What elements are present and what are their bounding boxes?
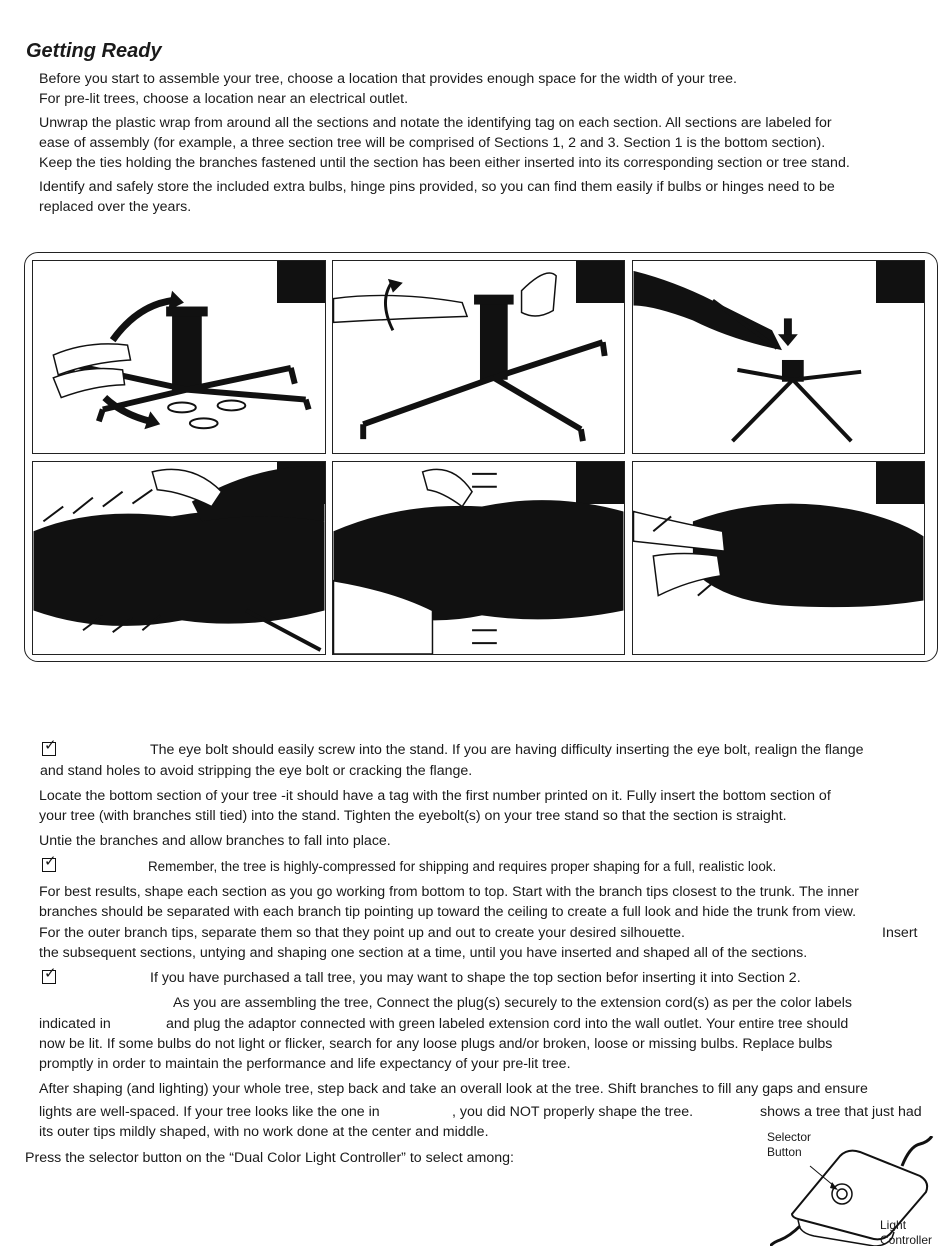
shape-line-4: the subsequent sections, untying and shaping one section at a time, until you have inserted and shaped all of the sections.: [39, 945, 808, 961]
checkbox-icon: ✓: [44, 853, 57, 870]
light-controller-icon: [770, 1136, 945, 1246]
connect-line-1: As you are assembling the tree, Connect the plug(s) securely to the extension cord(s) as per the color labels: [173, 995, 852, 1011]
after-line-2c: shows a tree that just had: [760, 1104, 922, 1120]
selector-label-1: Selector: [767, 1130, 812, 1144]
intro-line-7: replaced over the years.: [39, 199, 192, 215]
tip-eyebolt-line-1: The eye bolt should easily screw into the stand. If you are having difficulty inserting the eye bolt, realign the flange: [150, 742, 864, 758]
intro-line-5: Keep the ties holding the branches fastened until the section has been either inserted into its corresponding section or tree stand.: [39, 155, 850, 171]
selector-label-2: Button: [767, 1145, 802, 1159]
intro-line-2: For pre-lit trees, choose a location near an electrical outlet.: [39, 91, 409, 107]
tip-tall-tree-line: If you have purchased a tall tree, you may want to shape the top section befor inserting it into Section 2.: [150, 970, 801, 986]
insert-section-illustration: [633, 261, 924, 453]
after-line-2a: lights are well-spaced. If your tree looks like the one in: [39, 1104, 380, 1120]
after-line-1: After shaping (and lighting) your whole tree, step back and take an overall look at the tree. Shift branches to fill any gaps and ensure: [39, 1081, 868, 1097]
shape-section-illustration: [633, 462, 924, 654]
illustration-panel-4: [32, 461, 326, 655]
page-heading: Getting Ready: [26, 40, 162, 62]
intro-line-1: Before you start to assemble your tree, choose a location that provides enough space for the width of your tree.: [39, 71, 737, 87]
after-line-2b: , you did NOT properly shape the tree.: [452, 1104, 694, 1120]
tip-eyebolt-line-2: and stand holes to avoid stripping the eye bolt or cracking the flange.: [40, 763, 473, 779]
connect-line-2a: indicated in: [39, 1016, 111, 1032]
shape-branches-illustration: [33, 462, 325, 654]
illustration-panel-6: [632, 461, 925, 655]
illustration-panel-1: [32, 260, 326, 454]
intro-line-6: Identify and safely store the included extra bulbs, hinge pins provided, so you can find them easily if bulbs or hinges need to be: [39, 179, 835, 195]
illustration-panel-2: [332, 260, 625, 454]
intro-line-4: ease of assembly (for example, a three section tree will be comprised of Sections 1, 2 and 3. Section 1 is the bottom section).: [39, 135, 826, 151]
checkbox-icon: ✓: [44, 737, 57, 754]
stand-unfold-illustration: [33, 261, 325, 453]
locate-line-2: your tree (with branches still tied) into the stand. Tighten the eyebolt(s) on your tree stand so that the section is straight.: [39, 808, 787, 824]
tip-compressed-line: Remember, the tree is highly-compressed for shipping and requires proper shaping for a full, realistic look.: [148, 859, 777, 874]
connect-line-2b: and plug the adaptor connected with green labeled extension cord into the wall outlet. Your entire tree should: [166, 1016, 849, 1032]
connect-line-3: now be lit. If some bulbs do not light or flicker, search for any loose plugs and/or broken, loose or missing bulbs. Replace bulbs: [39, 1036, 833, 1052]
shape-line-3: For the outer branch tips, separate them so that they point up and out to create your desired silhouette.: [39, 925, 685, 941]
illustration-panel-5: [332, 461, 625, 655]
shape-line-2: branches should be separated with each branch tip pointing up toward the ceiling to create a full look and hide the trunk from view.: [39, 904, 857, 920]
shape-line-1: For best results, shape each section as you go working from bottom to top. Start with the branch tips closest to the trunk. The inner: [39, 884, 859, 900]
shape-line-3-insert: Insert: [882, 925, 918, 941]
outer-tips-illustration: [333, 462, 624, 654]
untie-line: Untie the branches and allow branches to fall into place.: [39, 833, 391, 849]
checkbox-icon: ✓: [44, 965, 57, 982]
press-selector-line: Press the selector button on the “Dual Color Light Controller” to select among:: [25, 1150, 514, 1166]
controller-label-2: Controller: [880, 1233, 933, 1247]
eyebolt-illustration: [333, 261, 624, 453]
illustration-panel-3: [632, 260, 925, 454]
intro-line-3: Unwrap the plastic wrap from around all the sections and notate the identifying tag on each section. All sections are labeled for: [39, 115, 832, 131]
connect-line-4: promptly in order to maintain the performance and life expectancy of your pre-lit tree.: [39, 1056, 571, 1072]
controller-label-1: Light: [880, 1218, 907, 1232]
locate-line-1: Locate the bottom section of your tree -it should have a tag with the first number printed on it. Fully insert the bottom section of: [39, 788, 831, 804]
after-line-3: its outer tips mildly shaped, with no work done at the center and middle.: [39, 1124, 489, 1140]
